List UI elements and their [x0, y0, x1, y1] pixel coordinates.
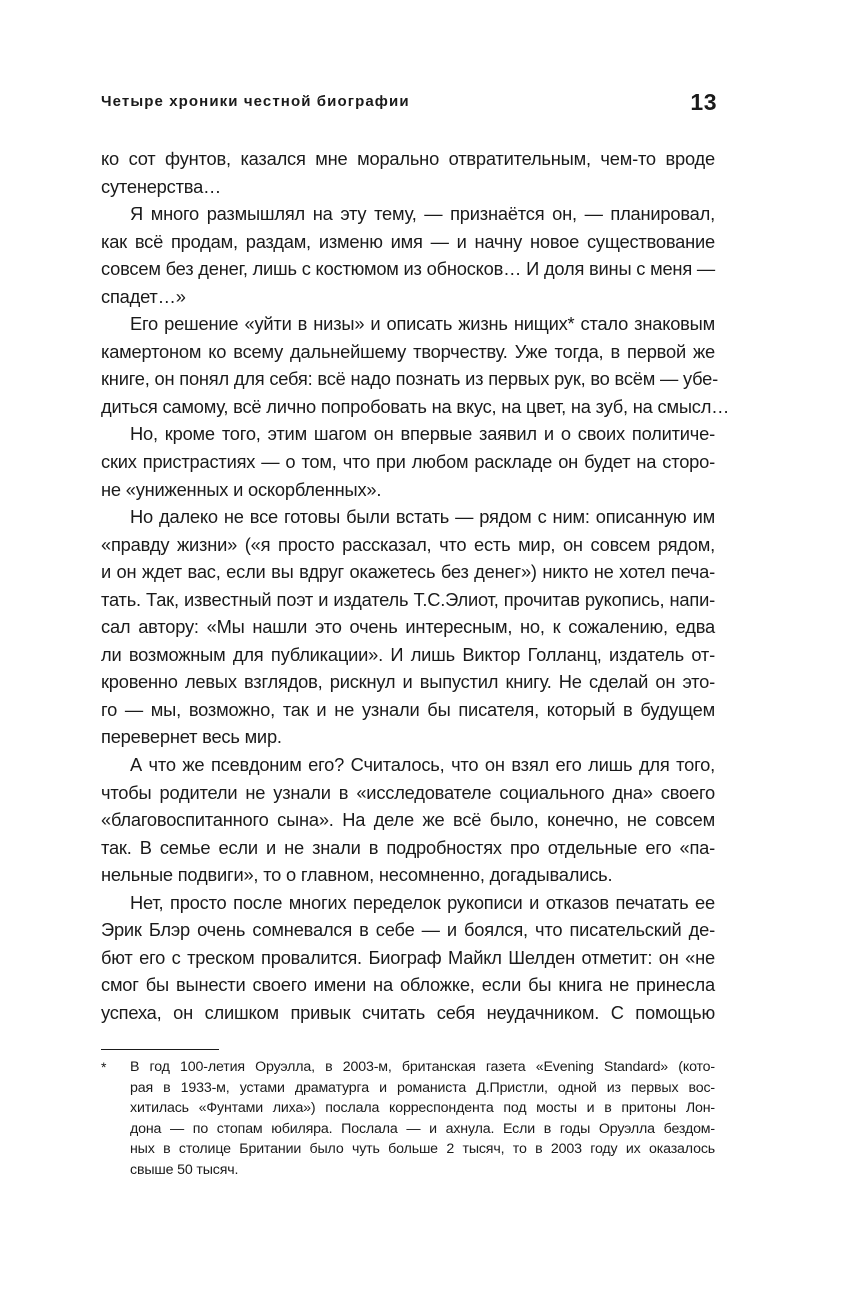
- text-line: успеха, он слишком привык считать себя неудачником. С помощью: [101, 1001, 715, 1023]
- footnote-line: В год 100-летия Оруэлла, в 2003-м, британская газета «Evening Standard» (кото-: [130, 1059, 715, 1075]
- text-line: Его решение «уйти в низы» и описать жизнь нищих* стало знаковым: [130, 313, 715, 335]
- paragraph: [101, 751, 715, 889]
- text-line: «правду жизни» («я просто рассказал, что есть мир, он совсем рядом,: [101, 533, 715, 555]
- text-line: чтобы родители не узнали в «исследователе социального дна» своего: [101, 781, 715, 803]
- text-line: не «униженных и оскорбленных».: [101, 478, 382, 500]
- text-line: так. В семье если и не знали в подробностях про отдельные его «па-: [101, 836, 715, 858]
- footnote-line: свыше 50 тысяч.: [130, 1161, 239, 1178]
- text-line: диться самому, всё лично попробовать на вкус, на цвет, на зуб, на смысл…: [101, 395, 730, 417]
- text-line: А что же псевдоним его? Считалось, что он взял его лишь для того,: [130, 754, 715, 776]
- text-line: совсем без денег, лишь с костюмом из обносков… И доля вины с меня —: [101, 258, 715, 280]
- paragraph: [101, 889, 715, 1027]
- text-line: Нет, просто после многих переделок рукописи и отказов печатать ее: [130, 891, 715, 913]
- text-line: бют его с треском провалится. Биограф Майкл Шелден отметит: он «не: [101, 946, 715, 968]
- body-text: [101, 145, 730, 1027]
- text-line: книге, он понял для себя: всё надо познать из первых рук, во всём — убе-: [101, 368, 719, 390]
- text-line: Я много размышлял на эту тему, — признаётся он, — планировал,: [130, 203, 715, 225]
- text-line: нельные подвиги», то о главном, несомненно, догадывались.: [101, 864, 613, 886]
- footnote-line: ных в столице Британии было чуть больше 2 тысяч, то в 2003 году их оказалось: [130, 1141, 715, 1158]
- text-line: перевернет весь мир.: [101, 726, 282, 748]
- footnote-line: хитилась «Фунтами лиха») послала корреспондента под мосты и в притоны Лон-: [130, 1100, 715, 1117]
- paragraph: [101, 310, 730, 420]
- footnote-divider: [101, 1049, 219, 1050]
- text-line: сал автору: «Мы нашли это очень интересным, но, к сожалению, едва: [101, 616, 715, 638]
- text-line: Эрик Блэр очень сомневался в себе — и боялся, что писательский де-: [101, 919, 715, 941]
- footnote-marker: *: [101, 1059, 107, 1075]
- paragraph: [101, 145, 715, 200]
- footnote-line: рая в 1933-м, устами драматурга и романиста Д.Пристли, одной из первых вос-: [130, 1079, 715, 1096]
- text-line: сутенерства…: [101, 175, 222, 197]
- text-line: Но, кроме того, этим шагом он впервые заявил и о своих политиче-: [130, 423, 715, 445]
- footnote-body: [130, 1057, 715, 1181]
- text-line: тать. Так, известный поэт и издатель Т.С.Элиот, прочитав рукопись, напи-: [101, 588, 715, 610]
- running-header: [101, 90, 717, 120]
- paragraph: [101, 420, 715, 503]
- text-line: как всё продам, раздам, изменю имя — и начну новое существование: [101, 230, 715, 252]
- text-line: «благовоспитанного сына». На деле же всё было, конечно, не совсем: [101, 809, 715, 831]
- text-line: ских пристрастиях — о том, что при любом раскладе он будет на сторо-: [101, 451, 715, 473]
- running-title: Четыре хроники честной биографии: [101, 93, 410, 110]
- text-line: кровенно левых взглядов, рискнул и выпустил книгу. Не сделай он это-: [101, 671, 715, 693]
- paragraph: [101, 503, 715, 751]
- text-line: спадет…»: [101, 285, 186, 307]
- text-line: ко сот фунтов, казался мне морально отвратительным, чем-то вроде: [101, 148, 715, 169]
- paragraph: [101, 200, 715, 310]
- footnote-line: дона — по стопам юбиляра. Послала — и ахнула. Если в годы Оруэлла бездом-: [130, 1120, 715, 1137]
- text-line: и он ждет вас, если вы вдруг окажетесь без денег») никто не хотел печа-: [101, 561, 715, 583]
- page-number: 13: [690, 89, 717, 115]
- text-line: ли возможным для публикации». И лишь Виктор Голланц, издатель от-: [101, 643, 715, 665]
- text-line: го — мы, возможно, так и не узнали бы писателя, который в будущем: [101, 698, 715, 720]
- text-line: камертоном ко всему дальнейшему творчеству. Уже тогда, в первой же: [101, 340, 715, 362]
- text-line: Но далеко не все готовы были встать — рядом с ним: описанную им: [130, 506, 715, 528]
- text-line: смог бы вынести своего имени на обложке, если бы книга не принесла: [101, 974, 715, 996]
